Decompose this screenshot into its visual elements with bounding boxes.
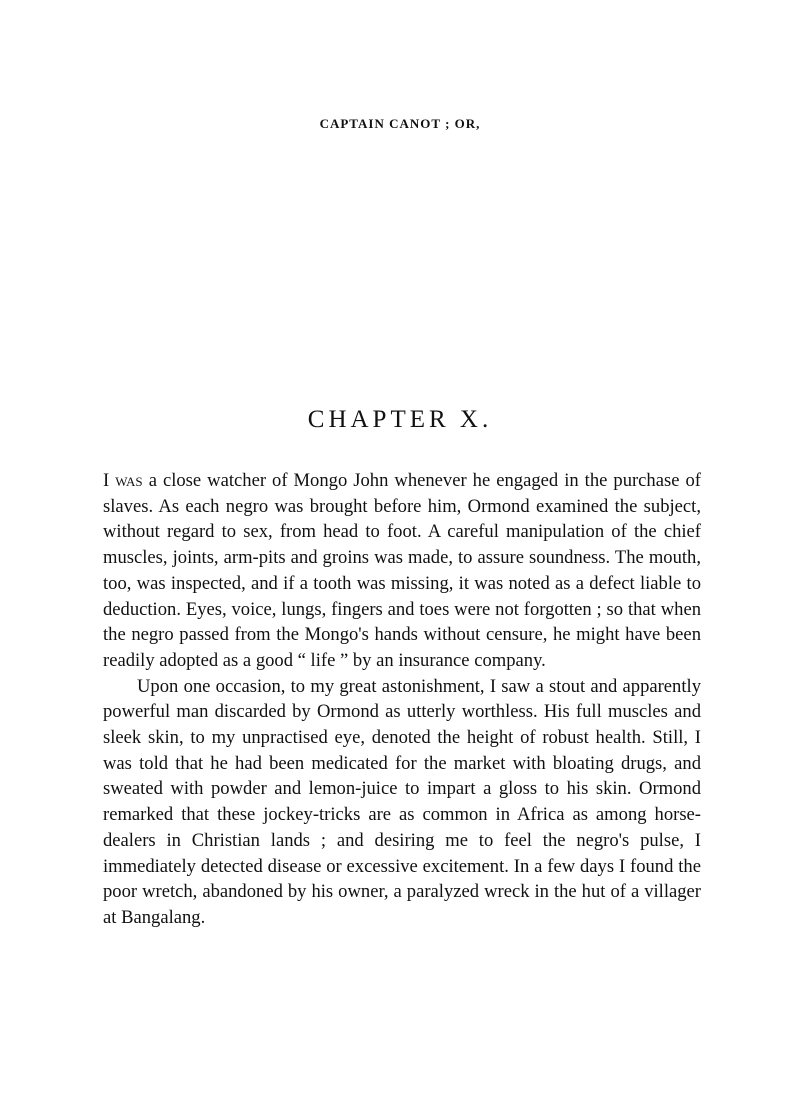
chapter-title: CHAPTER X. (307, 406, 493, 433)
paragraph-1-text: a close watcher of Mongo John whenever he engaged in the purchase of slaves. As each negro was brought before him, Ormond examined the subject, without regard to sex, from head to foot. A careful manipulation of the chief muscles, joints, arm-pits and groins was made, to assure soundness. The mouth, too, was inspected, and if a tooth was missing, it was noted as a defect liable to deduction. Eyes, voice, lungs, fingers and toes were not forgotten ; so that when the negro passed from the Mongo's hands without censure, he might have been readily adopted as a good “ life ” by an insurance company. (103, 470, 701, 671)
paragraph-2: Upon one occasion, to my great astonishment, I saw a stout and apparently powerful man discarded by Ormond as utterly worthless. His full muscles and sleek skin, to my unpractised eye, denoted the height of robust health. Still, I was told that he had been medicated for the market with bloating drugs, and sweated with powder and lemon-juice to impart a gloss to his skin. Ormond remarked that these jockey-tricks are as common in Africa as among horse-dealers in Christian lands ; and desiring me to feel the negro's pulse, I immediately detected disease or excessive excitement. In a few days I found the poor wretch, abandoned by his owner, a paralyzed wreck in the hut of a villager at Bangalang. (103, 675, 701, 928)
running-head: CAPTAIN CANOT ; OR, (319, 116, 481, 131)
paragraph-1-small-caps: was (115, 470, 143, 491)
chapter-body (103, 468, 701, 931)
paragraph-1-initial: I (103, 470, 110, 491)
paragraph-1 (103, 468, 701, 674)
